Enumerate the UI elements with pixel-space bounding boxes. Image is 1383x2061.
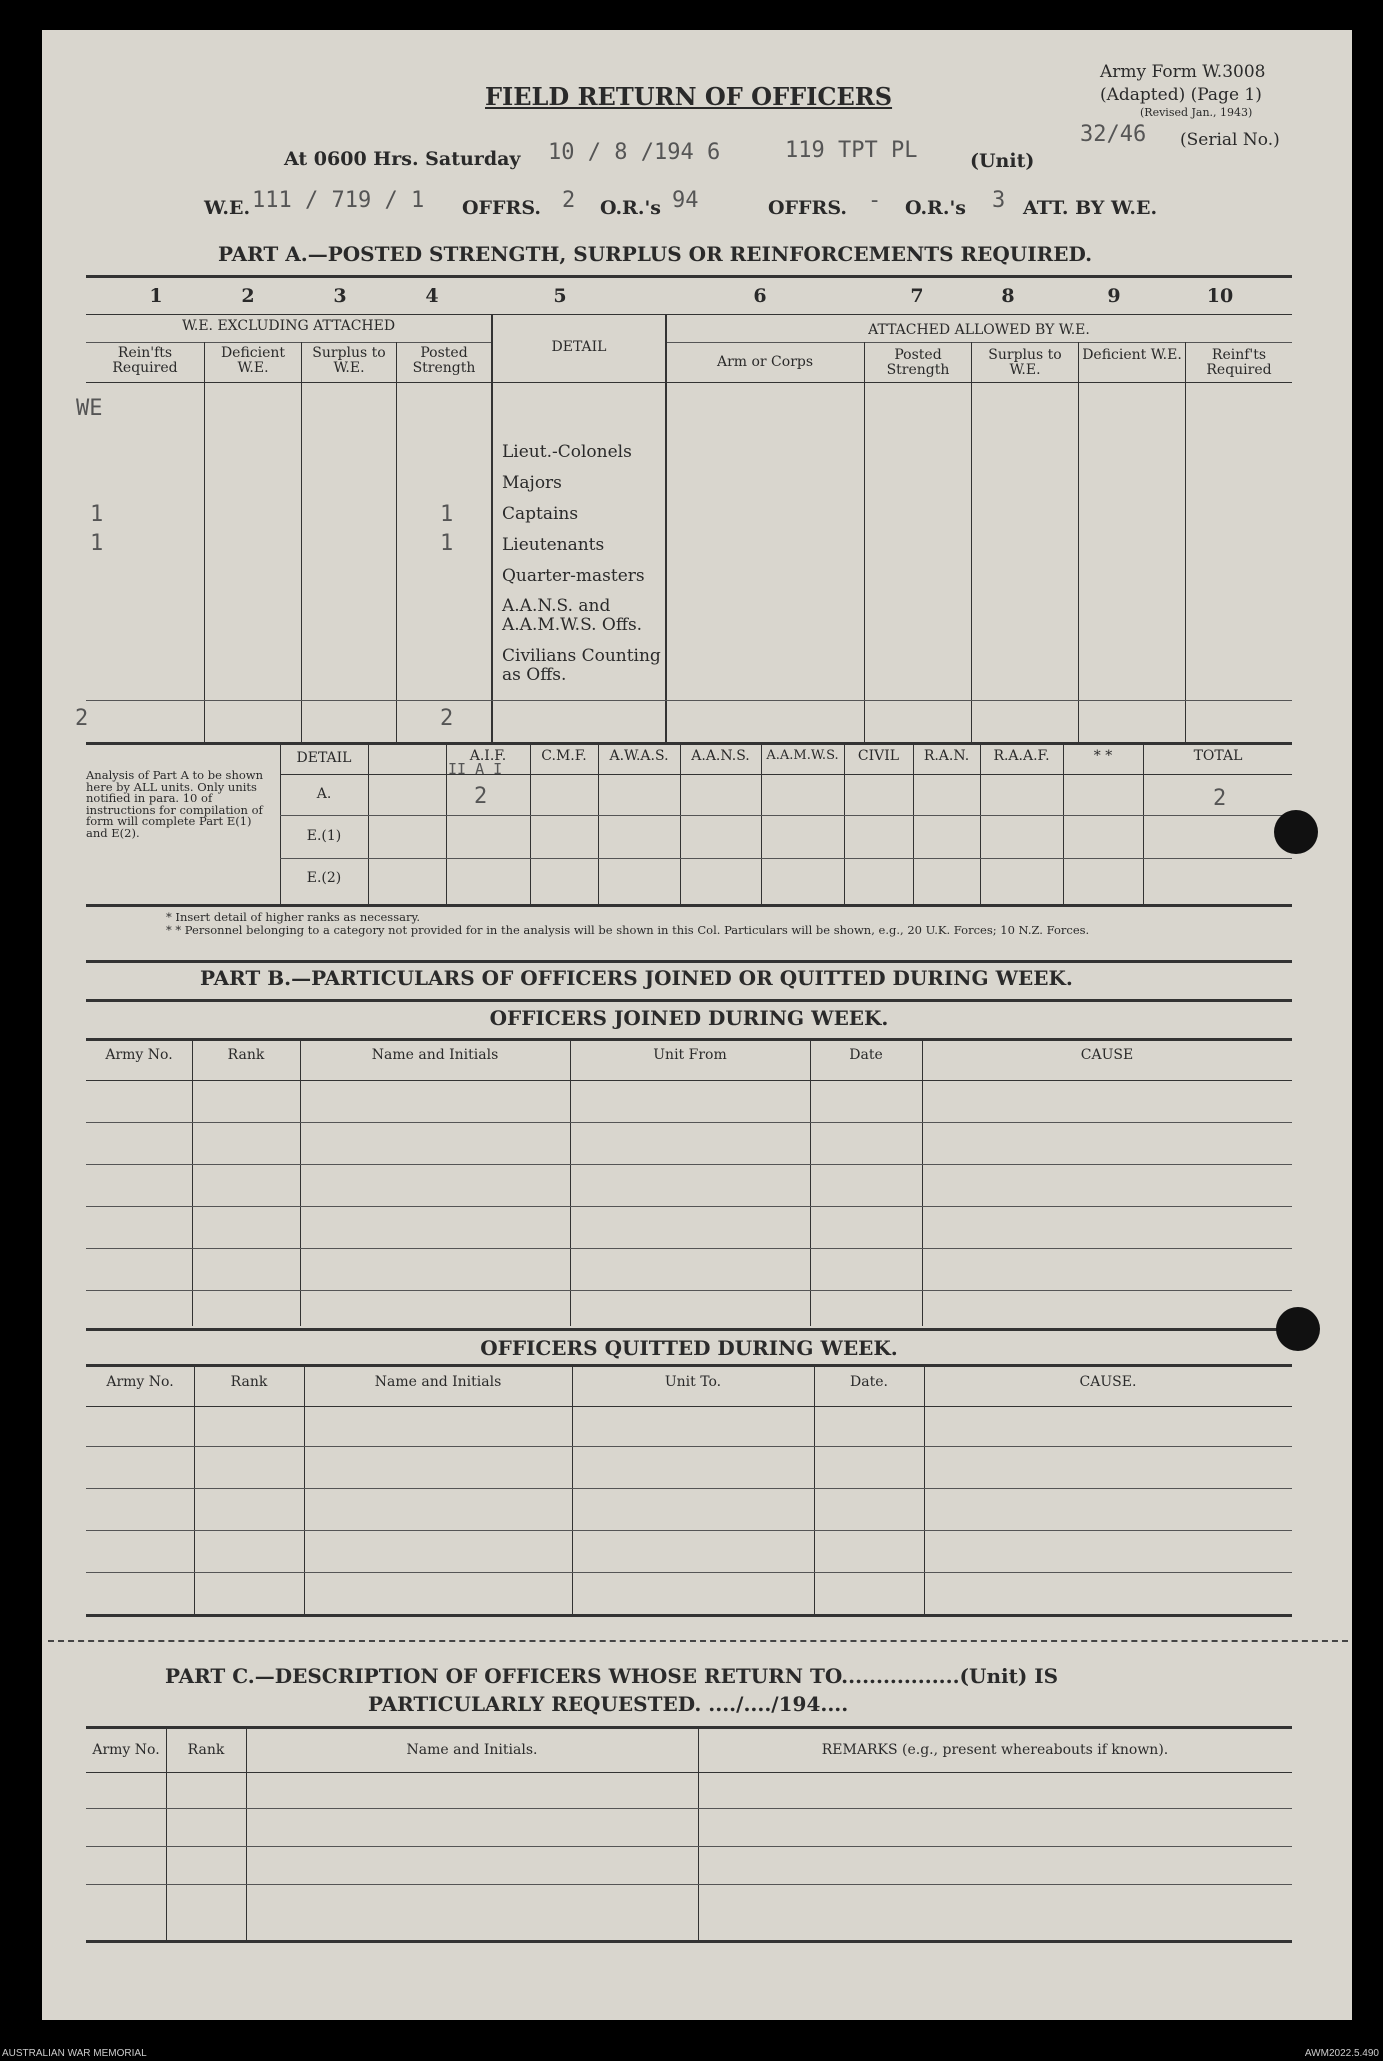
analysis-hdr-raaf: R.A.A.F. bbox=[993, 748, 1050, 764]
part-c-col-line bbox=[246, 1728, 247, 1940]
analysis-hdr-other: * * bbox=[1093, 748, 1113, 764]
part-a-number-rule bbox=[86, 314, 1292, 315]
quitted-hdr-date: Date. bbox=[850, 1374, 888, 1390]
att-label: ATT. BY W.E. bbox=[1023, 197, 1158, 219]
analysis-col-line bbox=[1143, 744, 1144, 904]
joined-row-rule bbox=[86, 1248, 1292, 1249]
joined-row-rule bbox=[86, 1122, 1292, 1123]
att-subheader-rule bbox=[666, 342, 1292, 343]
joined-hdr-army-no: Army No. bbox=[105, 1047, 173, 1063]
unit-label: (Unit) bbox=[970, 150, 1035, 172]
quitted-col-line bbox=[304, 1366, 305, 1614]
joined-bottom-rule bbox=[86, 1328, 1292, 1331]
part-c-hdr-name: Name and Initials. bbox=[406, 1742, 538, 1758]
part-c-col-line bbox=[698, 1728, 699, 1940]
form-title: FIELD RETURN OF OFFICERS bbox=[485, 82, 893, 111]
hdr-arm-corps: Arm or Corps bbox=[716, 354, 814, 370]
we-mark: WE bbox=[76, 396, 103, 421]
analysis-row-a-aif: 2 bbox=[474, 784, 488, 809]
analysis-aif-annotation: II A I bbox=[448, 760, 503, 778]
offrs-label: OFFRS. bbox=[462, 197, 541, 219]
part-c-top-rule bbox=[86, 1726, 1292, 1729]
analysis-row-a: A. bbox=[316, 786, 332, 802]
quitted-col-line bbox=[572, 1366, 573, 1614]
part-b-top-rule bbox=[86, 960, 1292, 963]
part-a-col-line bbox=[1078, 342, 1079, 742]
analysis-col-line bbox=[913, 744, 914, 904]
rank-civilians: Civilians Counting as Offs. bbox=[502, 646, 661, 685]
offrs-value: 2 bbox=[562, 188, 576, 213]
att-ors-label: O.R.'s bbox=[905, 197, 966, 219]
col-number-3: 3 bbox=[333, 285, 347, 307]
part-c-header-rule bbox=[86, 1772, 1292, 1773]
hdr-detail: DETAIL bbox=[551, 339, 607, 355]
joined-hdr-date: Date bbox=[849, 1047, 883, 1063]
analysis-row-rule bbox=[280, 858, 1292, 859]
punch-hole bbox=[1276, 1307, 1320, 1351]
analysis-hdr-awas: A.W.A.S. bbox=[609, 748, 669, 764]
analysis-hdr-cmf: C.M.F. bbox=[541, 748, 587, 764]
part-a-col-line bbox=[396, 342, 397, 742]
analysis-col-line bbox=[598, 744, 599, 904]
part-c-hdr-remarks: REMARKS (e.g., present whereabouts if known). bbox=[821, 1742, 1169, 1758]
unit-value: 119 TPT PL bbox=[785, 138, 918, 163]
joined-title: OFFICERS JOINED DURING WEEK. bbox=[489, 1006, 889, 1030]
part-c-row-rule bbox=[86, 1808, 1292, 1809]
lieutenants-reinf: 1 bbox=[90, 531, 104, 556]
hdr-att-reinf: Reinf'ts Required bbox=[1206, 347, 1272, 378]
col-number-8: 8 bbox=[1001, 285, 1015, 307]
we-label: W.E. bbox=[204, 197, 251, 219]
hdr-deficient-we: Deficient W.E. bbox=[220, 345, 286, 376]
part-c-row-rule bbox=[86, 1846, 1292, 1847]
total-posted: 2 bbox=[440, 706, 454, 731]
part-a-header-bottom-rule bbox=[86, 382, 1292, 383]
part-a-col-line bbox=[1185, 342, 1186, 742]
analysis-row-rule bbox=[280, 815, 1292, 816]
col-number-10: 10 bbox=[1206, 285, 1234, 307]
joined-row-rule bbox=[86, 1206, 1292, 1207]
date-value: 10 / 8 /194 6 bbox=[548, 140, 721, 165]
part-c-title-line2: PARTICULARLY REQUESTED. ..../..../194.... bbox=[368, 1692, 849, 1716]
analysis-col-line bbox=[1063, 744, 1064, 904]
form-revised: (Revised Jan., 1943) bbox=[1140, 106, 1253, 119]
col-number-5: 5 bbox=[553, 285, 567, 307]
hdr-att-surplus: Surplus to W.E. bbox=[988, 347, 1062, 378]
quitted-bottom-rule bbox=[86, 1614, 1292, 1617]
analysis-row-a-total: 2 bbox=[1213, 786, 1227, 811]
form-adapted: (Adapted) (Page 1) bbox=[1100, 85, 1262, 105]
part-a-col-line bbox=[204, 342, 205, 742]
att-offrs-label: OFFRS. bbox=[768, 197, 847, 219]
part-a-col-line bbox=[864, 342, 865, 742]
analysis-hdr-detail: DETAIL bbox=[296, 750, 352, 766]
part-a-col-line bbox=[301, 342, 302, 742]
hdr-reinf-required: Rein'fts Required bbox=[112, 345, 178, 376]
analysis-hdr-total: TOTAL bbox=[1193, 748, 1243, 764]
serial-value: 32/46 bbox=[1080, 122, 1147, 147]
quitted-header-rule bbox=[86, 1406, 1292, 1407]
hdr-att-posted-strength: Posted Strength bbox=[886, 347, 950, 378]
quitted-hdr-cause: CAUSE. bbox=[1079, 1374, 1137, 1390]
part-a-top-rule bbox=[86, 275, 1292, 278]
rank-lieutenants: Lieutenants bbox=[502, 535, 605, 555]
part-c-col-line bbox=[166, 1728, 167, 1940]
captains-reinf: 1 bbox=[90, 502, 104, 527]
analysis-col-line bbox=[368, 744, 369, 904]
quitted-col-line bbox=[814, 1366, 815, 1614]
rank-aans: A.A.N.S. and A.A.M.W.S. Offs. bbox=[502, 596, 643, 635]
rank-quartermasters: Quarter-masters bbox=[502, 566, 645, 586]
quitted-row-rule bbox=[86, 1572, 1292, 1573]
quitted-row-rule bbox=[86, 1488, 1292, 1489]
part-c-hdr-army-no: Army No. bbox=[92, 1742, 160, 1758]
hdr-posted-strength: Posted Strength bbox=[412, 345, 476, 376]
col-number-7: 7 bbox=[910, 285, 924, 307]
analysis-hdr-aans: A.A.N.S. bbox=[691, 748, 750, 764]
quitted-col-line bbox=[924, 1366, 925, 1614]
analysis-col-line bbox=[761, 744, 762, 904]
part-c-row-rule bbox=[86, 1884, 1292, 1885]
part-a-col-line bbox=[665, 314, 667, 742]
joined-col-line bbox=[810, 1040, 811, 1326]
rank-lieut-colonels: Lieut.-Colonels bbox=[502, 442, 632, 462]
analysis-col-line bbox=[446, 744, 447, 904]
quitted-title-rule bbox=[86, 1364, 1292, 1367]
punch-hole bbox=[1274, 810, 1318, 854]
quitted-row-rule bbox=[86, 1530, 1292, 1531]
analysis-col-line bbox=[680, 744, 681, 904]
att-offrs-value: - bbox=[868, 188, 882, 213]
col-number-1: 1 bbox=[149, 285, 163, 307]
part-a-bottom-rule bbox=[86, 742, 1292, 745]
joined-col-line bbox=[570, 1040, 571, 1326]
joined-title-rule bbox=[86, 1038, 1292, 1041]
joined-col-line bbox=[300, 1040, 301, 1326]
footer-credit: AUSTRALIAN WAR MEMORIAL bbox=[2, 2048, 147, 2059]
part-a-title: PART A.—POSTED STRENGTH, SURPLUS OR REINFORCEMENTS REQUIRED. bbox=[218, 242, 1093, 266]
quitted-title: OFFICERS QUITTED DURING WEEK. bbox=[480, 1336, 898, 1360]
quitted-row-rule bbox=[86, 1446, 1292, 1447]
analysis-col-line bbox=[844, 744, 845, 904]
analysis-note: Analysis of Part A to be shown here by ALL units. Only units notified in para. 10 of instructions for compilation of form will complete Part E(1) and E(2). bbox=[86, 768, 264, 840]
analysis-row-e2: E.(2) bbox=[306, 870, 342, 886]
captains-posted: 1 bbox=[440, 502, 454, 527]
joined-col-line bbox=[922, 1040, 923, 1326]
joined-header-rule bbox=[86, 1080, 1292, 1081]
col-number-2: 2 bbox=[241, 285, 255, 307]
we-value: 111 / 719 / 1 bbox=[252, 188, 425, 213]
we-subheader-rule bbox=[86, 342, 491, 343]
quitted-hdr-name: Name and Initials bbox=[374, 1374, 502, 1390]
analysis-hdr-aamws: A.A.M.W.S. bbox=[766, 748, 839, 763]
serial-label: (Serial No.) bbox=[1180, 130, 1280, 150]
footer-accession: AWM2022.5.490 bbox=[1304, 2048, 1379, 2059]
at-label: At 0600 Hrs. Saturday bbox=[284, 148, 521, 170]
perforation-line bbox=[48, 1640, 1348, 1642]
footnote-1: * Insert detail of higher ranks as necessary. bbox=[166, 910, 421, 924]
total-reinf: 2 bbox=[75, 706, 89, 731]
part-a-total-rule bbox=[86, 700, 1292, 701]
joined-hdr-unit-from: Unit From bbox=[653, 1047, 727, 1063]
form-name: Army Form W.3008 bbox=[1100, 62, 1266, 82]
joined-col-line bbox=[192, 1040, 193, 1326]
part-c-hdr-rank: Rank bbox=[187, 1742, 225, 1758]
col-number-4: 4 bbox=[425, 285, 439, 307]
part-a-col-line bbox=[491, 314, 493, 742]
analysis-row-e1: E.(1) bbox=[306, 828, 342, 844]
analysis-col-line bbox=[980, 744, 981, 904]
hdr-att-deficient: Deficient W.E. bbox=[1082, 347, 1182, 363]
joined-hdr-name: Name and Initials bbox=[371, 1047, 499, 1063]
rank-majors: Majors bbox=[502, 473, 562, 493]
joined-row-rule bbox=[86, 1164, 1292, 1165]
attached-allowed-header: ATTACHED ALLOWED BY W.E. bbox=[868, 322, 1090, 338]
part-b-title-rule bbox=[86, 999, 1292, 1002]
quitted-hdr-rank: Rank bbox=[230, 1374, 268, 1390]
analysis-hdr-ran: R.A.N. bbox=[923, 748, 970, 764]
part-a-col-line bbox=[971, 342, 972, 742]
ors-value: 94 bbox=[672, 188, 699, 213]
att-ors-value: 3 bbox=[992, 188, 1006, 213]
part-c-bottom-rule bbox=[86, 1940, 1292, 1943]
joined-hdr-rank: Rank bbox=[227, 1047, 265, 1063]
analysis-hdr-civil: CIVIL bbox=[857, 748, 900, 764]
lieutenants-posted: 1 bbox=[440, 531, 454, 556]
part-b-title: PART B.—PARTICULARS OF OFFICERS JOINED OR QUITTED DURING WEEK. bbox=[200, 966, 1073, 990]
col-number-9: 9 bbox=[1107, 285, 1121, 307]
analysis-header-rule bbox=[280, 774, 1292, 775]
quitted-col-line bbox=[194, 1366, 195, 1614]
analysis-hdr-aif: A.I.F. bbox=[469, 748, 507, 764]
col-number-6: 6 bbox=[753, 285, 767, 307]
quitted-hdr-unit-to: Unit To. bbox=[664, 1374, 722, 1390]
quitted-hdr-army-no: Army No. bbox=[106, 1374, 174, 1390]
part-c-title-line1: PART C.—DESCRIPTION OF OFFICERS WHOSE RETURN TO.................(Unit) IS bbox=[165, 1664, 1059, 1688]
ors-label: O.R.'s bbox=[600, 197, 661, 219]
rank-captains: Captains bbox=[502, 504, 579, 524]
joined-hdr-cause: CAUSE bbox=[1080, 1047, 1134, 1063]
we-excluding-header: W.E. EXCLUDING ATTACHED bbox=[181, 318, 396, 334]
analysis-bottom-rule bbox=[86, 904, 1292, 907]
footnote-2: * * Personnel belonging to a category not provided for in the analysis will be shown in this Col. Particulars will be shown, e.g., 20 U.K. Forces; 10 N.Z. Forces. bbox=[166, 923, 1090, 937]
hdr-surplus-we: Surplus to W.E. bbox=[312, 345, 386, 376]
joined-row-rule bbox=[86, 1290, 1292, 1291]
analysis-col-line bbox=[530, 744, 531, 904]
